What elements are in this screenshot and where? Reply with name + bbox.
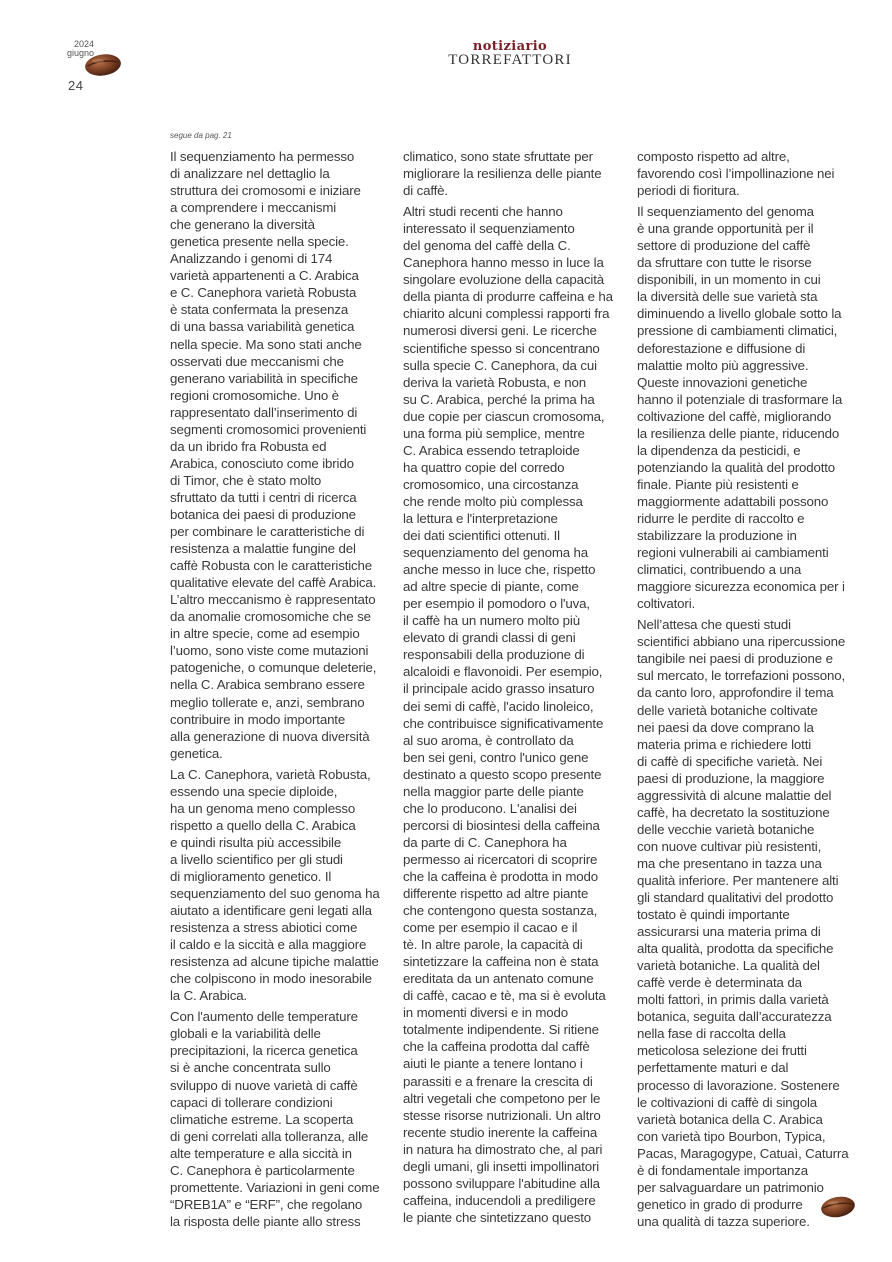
text-line: che rende molto più complessa bbox=[403, 493, 583, 509]
text-line: genetico in grado di produrre bbox=[637, 1196, 803, 1212]
text-line: resistenza a malattie fungine del bbox=[170, 541, 356, 557]
text-line: recente studio inerente la caffeina bbox=[403, 1124, 598, 1140]
text-line: nella fase di raccolta della bbox=[637, 1026, 786, 1042]
text-line: nella maggior parte delle piante bbox=[403, 783, 584, 799]
text-line: segmenti cromosomici provenienti bbox=[170, 421, 367, 437]
text-line: scientifiche spesso si concentrano bbox=[403, 340, 600, 356]
text-line: periodi di fioritura. bbox=[637, 183, 740, 199]
text-line: il principale acido grasso insaturo bbox=[403, 681, 595, 697]
text-line: di caffè di specifiche varietà. Nei bbox=[637, 753, 823, 769]
text-line: dei semi di caffè, l'acido linoleico, bbox=[403, 698, 594, 714]
text-line: alte temperature e alla siccità in bbox=[170, 1145, 352, 1161]
text-line: genetica presente nella specie. bbox=[170, 234, 349, 250]
text-line: che colpiscono in modo inesorabile bbox=[170, 971, 372, 987]
coffee-bean-icon bbox=[84, 53, 122, 77]
text-line: tè. In altre parole, la capacità di bbox=[403, 937, 583, 953]
text-line: che la caffeina prodotta dal caffè bbox=[403, 1039, 590, 1055]
text-line: di analizzare nel dettaglio la bbox=[170, 166, 330, 182]
text-line: che la caffeina è prodotta in modo bbox=[403, 868, 598, 884]
text-line: di caffè. bbox=[403, 183, 448, 199]
text-line: parassiti e a frenare la crescita di bbox=[403, 1073, 593, 1089]
paragraph bbox=[170, 1008, 398, 1230]
masthead-logo bbox=[430, 40, 590, 68]
text-line: in natura ha dimostrato che, al pari bbox=[403, 1141, 603, 1157]
text-line: la diversità delle sue varietà sta bbox=[637, 289, 818, 305]
text-line: ereditata da un antenato comune bbox=[403, 971, 594, 987]
text-line: possono sviluppare l'abitudine alla bbox=[403, 1175, 600, 1191]
continued-from-note: segue da pag. 21 bbox=[170, 131, 232, 140]
text-line: paesi di produzione, la maggiore bbox=[637, 770, 825, 786]
text-line: diminuendo a livello globale sotto la bbox=[637, 306, 842, 322]
text-line: sfruttato da tutti i centri di ricerca bbox=[170, 489, 357, 505]
text-line: che contribuisce significativamente bbox=[403, 715, 604, 731]
paragraph bbox=[637, 616, 865, 1230]
text-line: di una bassa variabilità genetica bbox=[170, 319, 355, 335]
text-line: le coltivazioni di caffè di singola bbox=[637, 1094, 818, 1110]
text-line: si è anche concentrata sullo bbox=[170, 1060, 331, 1076]
text-line: le piante che sintetizzano questo bbox=[403, 1209, 591, 1225]
text-line: climatico, sono state sfruttate per bbox=[403, 149, 593, 164]
masthead-bottom: TORREFATTORI bbox=[448, 52, 572, 68]
text-line: regioni cromosomiche. Uno è bbox=[170, 387, 339, 403]
text-line: degli umani, gli insetti impollinatori bbox=[403, 1158, 600, 1174]
text-line: a livello scientifico per gli studi bbox=[170, 851, 343, 867]
text-line: globali e la variabilità delle bbox=[170, 1026, 321, 1042]
article-column-2 bbox=[403, 148, 631, 1230]
text-line: qualitative elevate del caffè Arabica. bbox=[170, 575, 377, 591]
text-line: Il sequenziamento del genoma bbox=[637, 204, 814, 220]
text-line: in altre specie, come ad esempio bbox=[170, 626, 360, 642]
text-line: ben sei geni, contro l'unico gene bbox=[403, 749, 589, 765]
text-line: essendo una specie diploide, bbox=[170, 783, 338, 799]
text-line: la C. Arabica. bbox=[170, 988, 247, 1004]
text-line: scientifici abbiano una ripercussione bbox=[637, 634, 846, 650]
text-line: delle varietà botaniche coltivate bbox=[637, 702, 818, 718]
text-line: dei dati scientifici ottenuti. Il bbox=[403, 528, 560, 544]
text-line: che generano la diversità bbox=[170, 217, 315, 233]
text-line: composto rispetto ad altre, bbox=[637, 149, 790, 164]
text-line: Analizzando i genomi di 174 bbox=[170, 251, 333, 267]
text-line: Canephora hanno messo in luce la bbox=[403, 255, 604, 271]
text-line: capaci di tollerare condizioni bbox=[170, 1094, 333, 1110]
text-line: varietà botaniche. La qualità del bbox=[637, 958, 820, 974]
text-line: che lo producono. L'analisi dei bbox=[403, 800, 577, 816]
text-line: è una grande opportunità per il bbox=[637, 221, 814, 237]
text-line: meticolosa selezione dei frutti bbox=[637, 1043, 807, 1059]
text-line: malattie molto più aggressive. bbox=[637, 357, 809, 373]
text-line: materia prima e richiedere lotti bbox=[637, 736, 812, 752]
article-column-1 bbox=[170, 148, 398, 1234]
coffee-bean-end-icon bbox=[820, 1195, 856, 1219]
text-line: climatici, contribuendo a una bbox=[637, 562, 802, 578]
text-line: sulla specie C. Canephora, da cui bbox=[403, 357, 597, 373]
text-line: interessato il sequenziamento bbox=[403, 221, 575, 237]
text-line: regioni vulnerabili ai cambiamenti bbox=[637, 545, 829, 561]
text-line: varietà botanica della C. Arabica bbox=[637, 1111, 823, 1127]
text-line: precipitazioni, la ricerca genetica bbox=[170, 1043, 358, 1059]
text-line: tangibile nei paesi di produzione e bbox=[637, 651, 833, 667]
text-line: da sfruttare con tutte le risorse bbox=[637, 255, 812, 271]
text-line: meglio tollerate e, anzi, sembrano bbox=[170, 694, 365, 710]
text-line: caffeina, inducendoli a prediligere bbox=[403, 1192, 596, 1208]
text-line: genetica. bbox=[170, 745, 223, 761]
text-line: da un ibrido fra Robusta ed bbox=[170, 438, 327, 454]
text-line: come per esempio il cacao e il bbox=[403, 920, 578, 936]
text-line: coltivatori. bbox=[637, 596, 696, 612]
text-line: percorsi di biosintesi della caffeina bbox=[403, 817, 600, 833]
text-line: delle vecchie varietà botaniche bbox=[637, 821, 815, 837]
text-line: perfettamente maturi e dal bbox=[637, 1060, 789, 1076]
text-line: gli standard qualitativi del prodotto bbox=[637, 890, 834, 906]
text-line: da anomalie cromosomiche che se bbox=[170, 609, 371, 625]
text-line: nella C. Arabica sembrano essere bbox=[170, 677, 365, 693]
text-line: per salvaguardare un patrimonio bbox=[637, 1179, 824, 1195]
text-line: alta qualità, prodotta da specifiche bbox=[637, 941, 834, 957]
text-line: altri vegetali che competono per le bbox=[403, 1090, 601, 1106]
text-line: C. Canephora è particolarmente bbox=[170, 1162, 355, 1178]
text-line: cromosomico, una circostanza bbox=[403, 476, 579, 492]
text-line: la lettura e l'interpretazione bbox=[403, 510, 558, 526]
masthead-top: notiziario bbox=[472, 39, 548, 54]
text-line: migliorare la resilienza delle piante bbox=[403, 166, 602, 182]
text-line: processo di lavorazione. Sostenere bbox=[637, 1077, 840, 1093]
text-line: Pacas, Maragogype, Catuaì, Caturra bbox=[637, 1145, 849, 1161]
text-line: la resilienza delle piante, riducendo bbox=[637, 425, 840, 441]
text-line: di caffè, cacao e tè, ma si è evoluta bbox=[403, 988, 606, 1004]
text-line: con nuove cultivar più resistenti, bbox=[637, 838, 822, 854]
text-line: molti fattori, in primis dalla varietà bbox=[637, 992, 829, 1008]
text-line: Queste innovazioni genetiche bbox=[637, 374, 808, 390]
text-line: è stata confermata la presenza bbox=[170, 302, 349, 318]
text-line: settore di produzione del caffè bbox=[637, 238, 811, 254]
text-line: numerosi diversi geni. Le ricerche bbox=[403, 323, 597, 339]
paragraph bbox=[170, 766, 398, 1005]
text-line: alla generazione di nuova diversità bbox=[170, 728, 370, 744]
text-line: ad altre specie di piante, come bbox=[403, 579, 579, 595]
text-line: responsabili della produzione di bbox=[403, 647, 585, 663]
text-line: di miglioramento genetico. Il bbox=[170, 868, 332, 884]
text-line: botanica dei paesi di produzione bbox=[170, 506, 356, 522]
text-line: sviluppo di nuove varietà di caffè bbox=[170, 1077, 358, 1093]
text-line: promettente. Variazioni in geni come bbox=[170, 1179, 380, 1195]
text-line: di Timor, che è stato molto bbox=[170, 472, 322, 488]
paragraph bbox=[403, 148, 631, 199]
text-line: aggressività di alcune malattie del bbox=[637, 787, 832, 803]
text-line: aiutato a identificare geni legati alla bbox=[170, 903, 372, 919]
text-line: due copie per ciascun cromosoma, bbox=[403, 408, 605, 424]
text-line: ridurre le perdite di raccolto e bbox=[637, 510, 805, 526]
issue-year: 2024 bbox=[73, 39, 94, 49]
text-line: tostato è quindi importante bbox=[637, 907, 790, 923]
text-line: che contengono questa sostanza, bbox=[403, 903, 598, 919]
text-line: pressione di cambiamenti climatici, bbox=[637, 323, 838, 339]
page-number: 24 bbox=[68, 78, 84, 93]
text-line: e C. Canephora varietà Robusta bbox=[170, 285, 357, 301]
text-line: maggiore sicurezza economica per i bbox=[637, 579, 845, 595]
text-line: struttura dei cromosomi e iniziare bbox=[170, 183, 361, 199]
text-line: al suo aroma, è controllato da bbox=[403, 732, 574, 748]
text-line: ma che presentano in tazza una bbox=[637, 855, 822, 871]
text-line: disponibili, in un momento in cui bbox=[637, 272, 821, 288]
text-line: patogeniche, o comunque deleterie, bbox=[170, 660, 377, 676]
text-line: osservati due meccanismi che bbox=[170, 353, 344, 369]
text-line: sequenziamento del genoma ha bbox=[403, 545, 589, 561]
text-line: Con l'aumento delle temperature bbox=[170, 1009, 358, 1025]
text-line: Arabica, conosciuto come ibrido bbox=[170, 455, 354, 471]
text-line: caffè, ha decretato la sostituzione bbox=[637, 804, 830, 820]
paragraph bbox=[170, 148, 398, 762]
text-line: destinato a questo scopo presente bbox=[403, 766, 602, 782]
text-line: nella specie. Ma sono stati anche bbox=[170, 336, 362, 352]
text-line: singolare evoluzione della capacità bbox=[403, 272, 604, 288]
article-column-3 bbox=[637, 148, 865, 1234]
text-line: varietà appartenenti a C. Arabica bbox=[170, 268, 359, 284]
text-line: sul mercato, le torrefazioni possono, bbox=[637, 668, 846, 684]
text-line: su C. Arabica, perché la prima ha bbox=[403, 391, 595, 407]
text-line: differente rispetto ad altre piante bbox=[403, 886, 589, 902]
text-line: aiuti le piante a tenere lontano i bbox=[403, 1056, 583, 1072]
text-line: totalmente indipendente. Si ritiene bbox=[403, 1022, 599, 1038]
text-line: stesse risorse nutrizionali. Un altro bbox=[403, 1107, 601, 1123]
text-line: caffè Robusta con le caratteristiche bbox=[170, 558, 373, 574]
text-line: deforestazione e diffusione di bbox=[637, 340, 806, 356]
text-line: in momenti diversi e in modo bbox=[403, 1005, 569, 1021]
text-line: rispetto a quello della C. Arabica bbox=[170, 817, 356, 833]
text-line: stabilizzare la produzione in bbox=[637, 528, 797, 544]
text-line: ha un genoma meno complesso bbox=[170, 800, 356, 816]
text-line: e quindi risulta più accessibile bbox=[170, 834, 342, 850]
text-line: maggiormente adattabili possono bbox=[637, 493, 829, 509]
text-line: La C. Canephora, varietà Robusta, bbox=[170, 766, 371, 782]
text-line: nei paesi da dove comprano la bbox=[637, 719, 814, 735]
text-line: da canto loro, approfondire il tema bbox=[637, 685, 834, 701]
text-line: la risposta delle piante allo stress bbox=[170, 1213, 361, 1229]
issue-month: giugno bbox=[66, 48, 94, 58]
text-line: il caldo e la siccità e alla maggiore bbox=[170, 937, 367, 953]
text-line: coltivazione del caffè, migliorando bbox=[637, 408, 832, 424]
text-line: a comprendere i meccanismi bbox=[170, 200, 337, 216]
text-line: chiarito alcuni complessi rapporti fra bbox=[403, 306, 610, 322]
text-line: caffè verde è determinata da bbox=[637, 975, 802, 991]
text-line: C. Arabica essendo tetraploide bbox=[403, 442, 580, 458]
text-line: per combinare le caratteristiche di bbox=[170, 524, 365, 540]
text-line: la dipendenza da pesticidi, e bbox=[637, 442, 801, 458]
text-line: il caffè ha un numero molto più bbox=[403, 613, 580, 629]
text-line: della pianta di produrre caffeina e ha bbox=[403, 289, 613, 305]
text-line: alcaloidi e flavonoidi. Per esempio, bbox=[403, 664, 603, 680]
paragraph bbox=[403, 203, 631, 1226]
text-line: ha quattro copie del corredo bbox=[403, 459, 565, 475]
paragraph bbox=[637, 203, 865, 612]
text-line: da parte di C. Canephora ha bbox=[403, 834, 567, 850]
text-line: “DREB1A” e “ERF”, che regolano bbox=[170, 1196, 363, 1212]
text-line: resistenza a stress abiotici come bbox=[170, 920, 358, 936]
text-line: l’uomo, sono viste come mutazioni bbox=[170, 643, 369, 659]
text-line: una qualità di tazza superiore. bbox=[637, 1213, 810, 1229]
text-line: sequenziamento del suo genoma ha bbox=[170, 886, 380, 902]
text-line: assicurarsi una materia prima di bbox=[637, 924, 821, 940]
text-line: anche messo in luce che, rispetto bbox=[403, 562, 596, 578]
text-line: favorendo così l’impollinazione nei bbox=[637, 166, 835, 182]
text-line: contribuire in modo importante bbox=[170, 711, 346, 727]
text-line: elevato di grandi classi di geni bbox=[403, 630, 576, 646]
text-line: finale. Piante più resistenti e bbox=[637, 476, 799, 492]
text-line: rappresentato dall’inserimento di bbox=[170, 404, 358, 420]
text-line: con varietà tipo Bourbon, Typica, bbox=[637, 1128, 826, 1144]
text-line: deriva la varietà Robusta, e non bbox=[403, 374, 586, 390]
text-line: hanno il potenziale di trasformare la bbox=[637, 391, 843, 407]
text-line: permesso ai ricercatori di scoprire bbox=[403, 851, 598, 867]
text-line: Il sequenziamento ha permesso bbox=[170, 149, 355, 164]
text-line: è di fondamentale importanza bbox=[637, 1162, 808, 1178]
text-line: Nell’attesa che questi studi bbox=[637, 617, 791, 633]
text-line: Altri studi recenti che hanno bbox=[403, 204, 563, 220]
text-line: del genoma del caffè della C. bbox=[403, 238, 571, 254]
text-line: botanica, seguita dall’accuratezza bbox=[637, 1009, 832, 1025]
text-line: di geni correlati alla tolleranza, alle bbox=[170, 1128, 369, 1144]
text-line: resistenza ad alcune tipiche malattie bbox=[170, 954, 379, 970]
paragraph bbox=[637, 148, 865, 199]
text-line: generano variabilità in specifiche bbox=[170, 370, 358, 386]
text-line: una forma più semplice, mentre bbox=[403, 425, 585, 441]
text-line: potenziando la qualità del prodotto bbox=[637, 459, 836, 475]
text-line: climatiche estreme. La scoperta bbox=[170, 1111, 354, 1127]
text-line: L’altro meccanismo è rappresentato bbox=[170, 592, 376, 608]
text-line: sintetizzare la caffeina non è stata bbox=[403, 954, 599, 970]
text-line: qualità inferiore. Per mantenere alti bbox=[637, 872, 839, 888]
text-line: per esempio il pomodoro o l'uva, bbox=[403, 596, 590, 612]
